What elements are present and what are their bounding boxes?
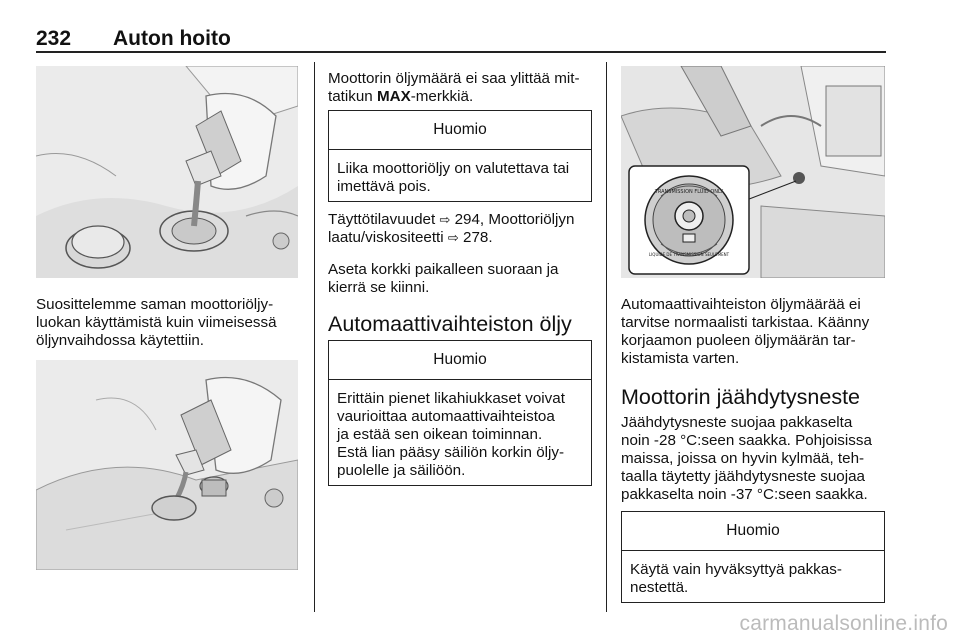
col2-paragraph2: [328, 261, 598, 297]
col2-intro: [328, 70, 593, 106]
col3-paragraph2: [621, 414, 889, 504]
text-line: korjaamon puoleen öljymäärän tar-: [621, 332, 856, 349]
text-line: Jäähdytysneste suojaa pakkaselta: [621, 414, 853, 431]
text-line: Aseta korkki paikalleen suoraan ja: [328, 261, 559, 278]
text-line: Moottorin öljymäärä ei saa ylittää mit-: [328, 70, 580, 87]
illustration-oil-filler-cap: [36, 66, 298, 278]
note-body: [329, 380, 591, 488]
arrow-ref-icon: ⇨: [439, 212, 451, 227]
text-line: ja estää sen oikean toiminnan.: [337, 426, 543, 443]
text-line: luokan käyttämistä kuin viimeisessä: [36, 314, 277, 331]
note-heading: Huomio: [622, 512, 884, 551]
note-body: [622, 551, 884, 605]
text-line: tarvitse normaalisti tarkistaa. Käänny: [621, 314, 870, 331]
text-line: Erittäin pienet likahiukkaset voivat: [337, 390, 565, 407]
note-heading: Huomio: [329, 341, 591, 380]
note-box-3: [621, 511, 885, 603]
engine-cover-oil-illustration: [36, 360, 298, 570]
text-span: , Moottoriöljyn: [479, 211, 575, 228]
text-line: vaurioittaa automaattivaihteistoa: [337, 408, 555, 425]
text-line: Liika moottoriöljy on valutettava tai: [337, 160, 570, 177]
watermark: carmanualsonline.info: [739, 612, 948, 635]
header-rule: [36, 51, 886, 53]
note-box-1: [328, 110, 592, 202]
text-line: [328, 88, 593, 106]
illustration-engine-cover: [36, 360, 298, 570]
text-line: noin -28 °C:seen saakka. Pohjoisissa: [621, 432, 872, 449]
text-line: [328, 229, 598, 247]
text-span: laatu/viskositeetti: [328, 229, 448, 246]
text-span: .: [488, 229, 493, 246]
text-line: imettävä pois.: [337, 178, 431, 195]
page-number: 232: [36, 27, 72, 50]
max-mark: MAX: [376, 88, 411, 105]
col2-section: [328, 312, 600, 337]
page-ref-link[interactable]: 294: [454, 211, 480, 228]
text-line: puolelle ja säiliöön.: [337, 462, 466, 479]
note-heading: Huomio: [329, 111, 591, 150]
text-line: [328, 211, 598, 229]
text-span: Täyttötilavuudet: [328, 211, 440, 228]
cap-text-top: TRANSMISSION FLUID ONLY: [654, 189, 724, 195]
text-line: Automaattivaihteiston öljymäärää ei: [621, 296, 861, 313]
cap-text-bottom: LIQUIDE DE TRANSMISSION SEULEMENT: [648, 252, 730, 257]
note-body: [329, 150, 591, 204]
oil-pouring-illustration: [36, 66, 298, 278]
column-divider-2: [606, 62, 607, 612]
col2-refs: [328, 211, 598, 247]
text-line: kierrä se kiinni.: [328, 279, 430, 296]
col3-paragraph1: [621, 296, 889, 368]
illustration-transmission-cap: [621, 66, 885, 278]
section-heading: Moottorin jäähdytysneste: [621, 385, 861, 409]
text-span: -merkkiä.: [410, 88, 474, 105]
col1-paragraph: [36, 296, 306, 350]
text-line: Estä lian pääsy säiliön korkin öljy-: [337, 444, 565, 461]
text-line: taalla täytetty jäähdytysneste suojaa: [621, 468, 865, 485]
text-line: nestettä.: [630, 579, 689, 596]
cap-lettering: [621, 66, 885, 278]
text-span: tatikun: [328, 88, 377, 105]
text-line: öljynvaihdossa käytettiin.: [36, 332, 204, 349]
text-line: Suosittelemme saman moottoriöljy-: [36, 296, 274, 313]
section-heading: Automaattivaihteiston öljy: [328, 312, 572, 336]
column-divider-1: [314, 62, 315, 612]
col3-section: [621, 385, 889, 410]
page-ref-link[interactable]: 278: [463, 229, 489, 246]
page-title: Auton hoito: [113, 27, 231, 50]
note-box-2: [328, 340, 592, 486]
arrow-ref-icon: ⇨: [447, 230, 459, 245]
text-line: Käytä vain hyväksyttyä pakkas-: [630, 561, 842, 578]
text-line: pakkaselta noin -37 °C:seen saakka.: [621, 486, 868, 503]
page-header: [0, 0, 960, 52]
text-line: maissa, joissa on hyvin kylmää, teh-: [621, 450, 865, 467]
text-line: kistamista varten.: [621, 350, 740, 367]
